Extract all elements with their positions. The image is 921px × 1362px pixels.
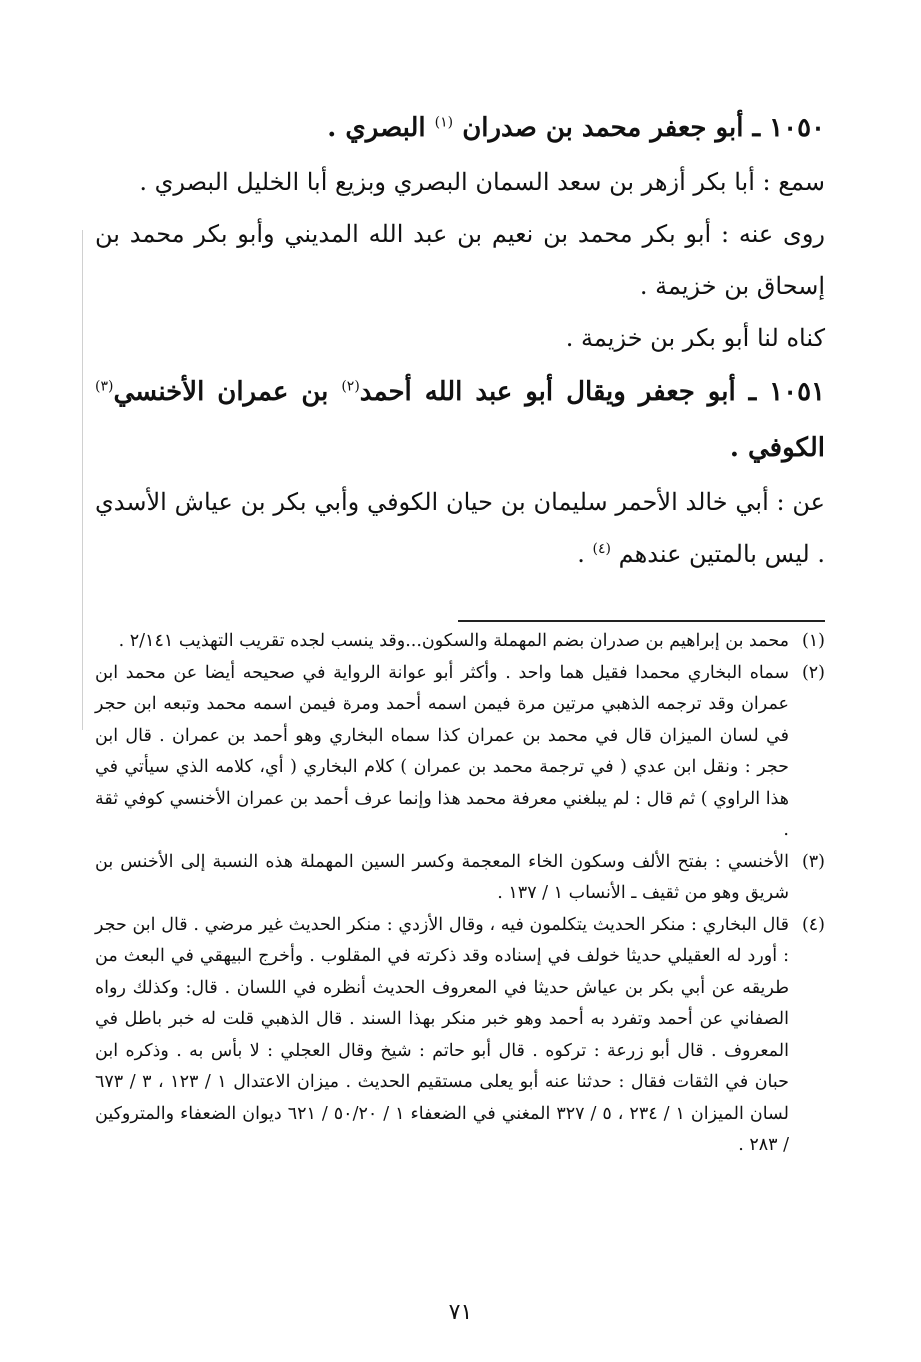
entry-1051-from: [95, 476, 825, 580]
entry-title-text: ١٠٥٠ ـ أبو جعفر محمد بن صدران: [462, 113, 825, 143]
footnote-ref[interactable]: (٢): [341, 378, 360, 395]
footnote-text: سماه البخاري محمدا فقيل هما واحد . وأكثر أبو عوانة الرواية في صحيحه أيضا عن محمد ابن عمران وقد ترجمه الذهبي مرتين مرة فيمن اسمه أحمد ومرة فيمن اسمه محمد وتبعه ابن حجر في لسان الميزان قال في محمد بن عمران كذا سماه البخاري وهو أحمد بن عمران . قال ابن حجر : ونقل ابن عدي ( في ترجمة محمد بن عمران ) كلام البخاري ( أي، كلامه الذي سيأتي في هذا الراوي ) ثم قال : لم يبلغني معرفة محمد هذا وإنما عرف أحمد بن عمران الأخنسي كوفي ثقة .: [95, 662, 789, 840]
footnote-2: [95, 658, 825, 847]
margin-line: [82, 230, 83, 730]
entry-1050-kunya: كناه لنا أبو بكر بن خزيمة .: [565, 324, 825, 352]
footnote-number: (٢): [801, 662, 825, 683]
footnote-ref[interactable]: (٤): [592, 541, 611, 557]
footnote-separator: [458, 620, 825, 622]
footnote-ref[interactable]: (١): [434, 114, 454, 131]
entry-title-text: الكوفي .: [729, 433, 825, 463]
footnote-text: قال البخاري : منكر الحديث يتكلمون فيه ، وقال الأزدي : منكر الحديث غير مرضي . قال ابن حجر : أورد له العقيلي حديثا خولف في إسناده وقد ذكرته في المقلوب . وأخرج البيهقي في البعث من طريقه عن أبي بكر بن عياش حديثا في المعروف الحديث أنظره في اللسان . قال: وكذلك رواه الصفاني عن أحمد وتفرد به أحمد وهو خبر منكر بهذا السند . قال الذهبي قلت له خبر باطل في المعروف . قال أبو زرعة : تركوه . قال أبو حاتم : شيخ وقال العجلي : لا بأس به . وذكره ابن حبان في الثقات فقال : حدثنا عنه أبو يعلى مستقيم الحديث . ميزان الاعتدال ١ / ١٢٣ ، ٣ / ٦٧٣ لسان الميزان ١ / ٢٣٤ ، ٥ / ٣٢٧ المغني في الضعفاء ١ / ٥٠/٢٠ / ٦٢١ ديوان الضعفاء والمتروكين / ٢٨٣ .: [95, 914, 789, 1155]
footnotes: [95, 626, 825, 1162]
entry-title-text: بن عمران الأخنسي: [113, 377, 342, 407]
entry-1050-title: [95, 100, 825, 156]
entry-title-text: البصري .: [327, 113, 435, 143]
footnote-3: [95, 847, 825, 910]
entry-1051-title: [95, 364, 825, 476]
footnote-text: الأخنسي : بفتح الألف وسكون الخاء المعجمة وكسر السين المهملة هذه النسبة إلى الأخنس بن شريق وهو من ثقيف ـ الأنساب ١ / ١٣٧ .: [95, 851, 789, 903]
footnote-4: [95, 910, 825, 1162]
footnote-number: (١): [801, 631, 825, 651]
footnote-1: [95, 626, 825, 658]
entry-line-text: عن : أبي خالد الأحمر سليمان بن حيان الكوفي وأبي بكر بن عياش الأسدي . ليس بالمتين عندهم: [95, 488, 825, 568]
footnote-number: (٣): [801, 851, 825, 872]
entry-1050-narrators: روى عنه : أبو بكر محمد بن نعيم بن عبد الله المديني وأبو بكر محمد بن إسحاق بن خزيمة .: [95, 220, 825, 300]
entry-title-text: ١٠٥١ ـ أبو جعفر ويقال أبو عبد الله أحمد: [359, 377, 826, 407]
entry-line-text: .: [577, 540, 593, 568]
footnote-ref[interactable]: (٣): [95, 378, 114, 395]
footnote-number: (٤): [801, 914, 825, 935]
entry-1050-heard: سمع : أبا بكر أزهر بن سعد السمان البصري وبزيع أبا الخليل البصري .: [139, 168, 825, 196]
main-text: [95, 100, 825, 580]
footnote-text: محمد بن إبراهيم بن صدران بضم المهملة والسكون...وقد ينسب لجده تقريب التهذيب ٢/١٤١ .: [118, 631, 789, 651]
page-number: ٧١: [448, 1300, 473, 1325]
